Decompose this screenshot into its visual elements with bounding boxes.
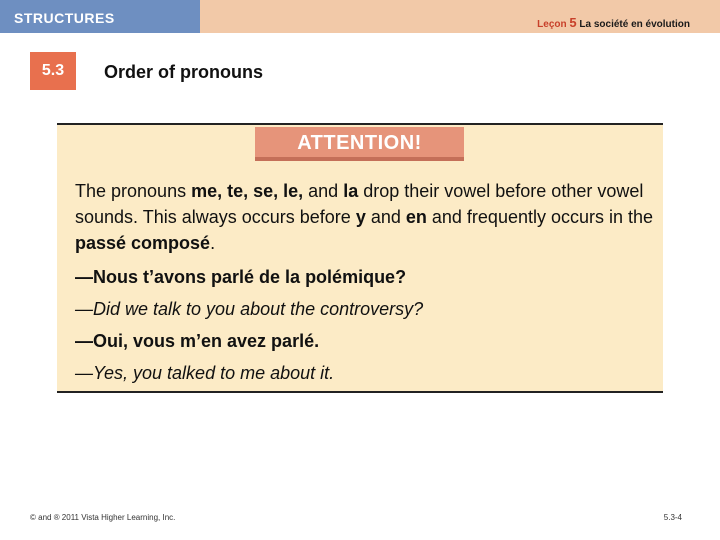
section-number-badge: 5.3 bbox=[30, 52, 76, 90]
example-french-1: —Nous t’avons parlé de la polémique? bbox=[75, 267, 407, 287]
para-seg-4: drop their vowel before other vowel sounds. This always occurs before bbox=[75, 181, 644, 227]
attention-banner-shadow bbox=[255, 157, 464, 161]
para-seg-9: passé composé bbox=[75, 233, 211, 253]
top-header-bar bbox=[0, 0, 720, 33]
attention-label: ATTENTION! bbox=[297, 132, 422, 154]
slide-number: 5.3-4 bbox=[663, 513, 682, 522]
copyright-notice: © and ® 2011 Vista Higher Learning, Inc. bbox=[30, 513, 176, 522]
para-seg-0: The pronouns bbox=[75, 181, 192, 201]
structures-tab bbox=[0, 0, 200, 33]
para-seg-8: and frequently occurs in the bbox=[426, 207, 654, 227]
example-english-2: —Yes, you talked to me about it. bbox=[75, 363, 335, 383]
para-seg-2: and bbox=[303, 181, 344, 201]
para-seg-1: me, te, se, le, bbox=[191, 181, 304, 201]
example-english-1: —Did we talk to you about the controversy? bbox=[75, 299, 424, 319]
section-tag-label: STRUCTURES bbox=[14, 10, 115, 26]
para-seg-5: y bbox=[355, 207, 366, 227]
attention-panel bbox=[57, 123, 663, 393]
lesson-label bbox=[537, 15, 690, 30]
lesson-word: Leçon bbox=[537, 19, 567, 30]
section-title: Order of pronouns bbox=[104, 62, 263, 82]
lesson-title: La société en évolution bbox=[579, 19, 690, 30]
para-seg-3: la bbox=[343, 181, 359, 201]
para-seg-6: and bbox=[365, 207, 406, 227]
lesson-strip bbox=[200, 0, 720, 33]
lesson-number: 5 bbox=[569, 15, 577, 30]
attention-banner bbox=[255, 127, 464, 161]
para-seg-7: en bbox=[405, 207, 427, 227]
para-seg-10: . bbox=[210, 233, 216, 253]
example-french-2: —Oui, vous m’en avez parlé. bbox=[75, 331, 320, 351]
attention-paragraph bbox=[75, 178, 655, 256]
